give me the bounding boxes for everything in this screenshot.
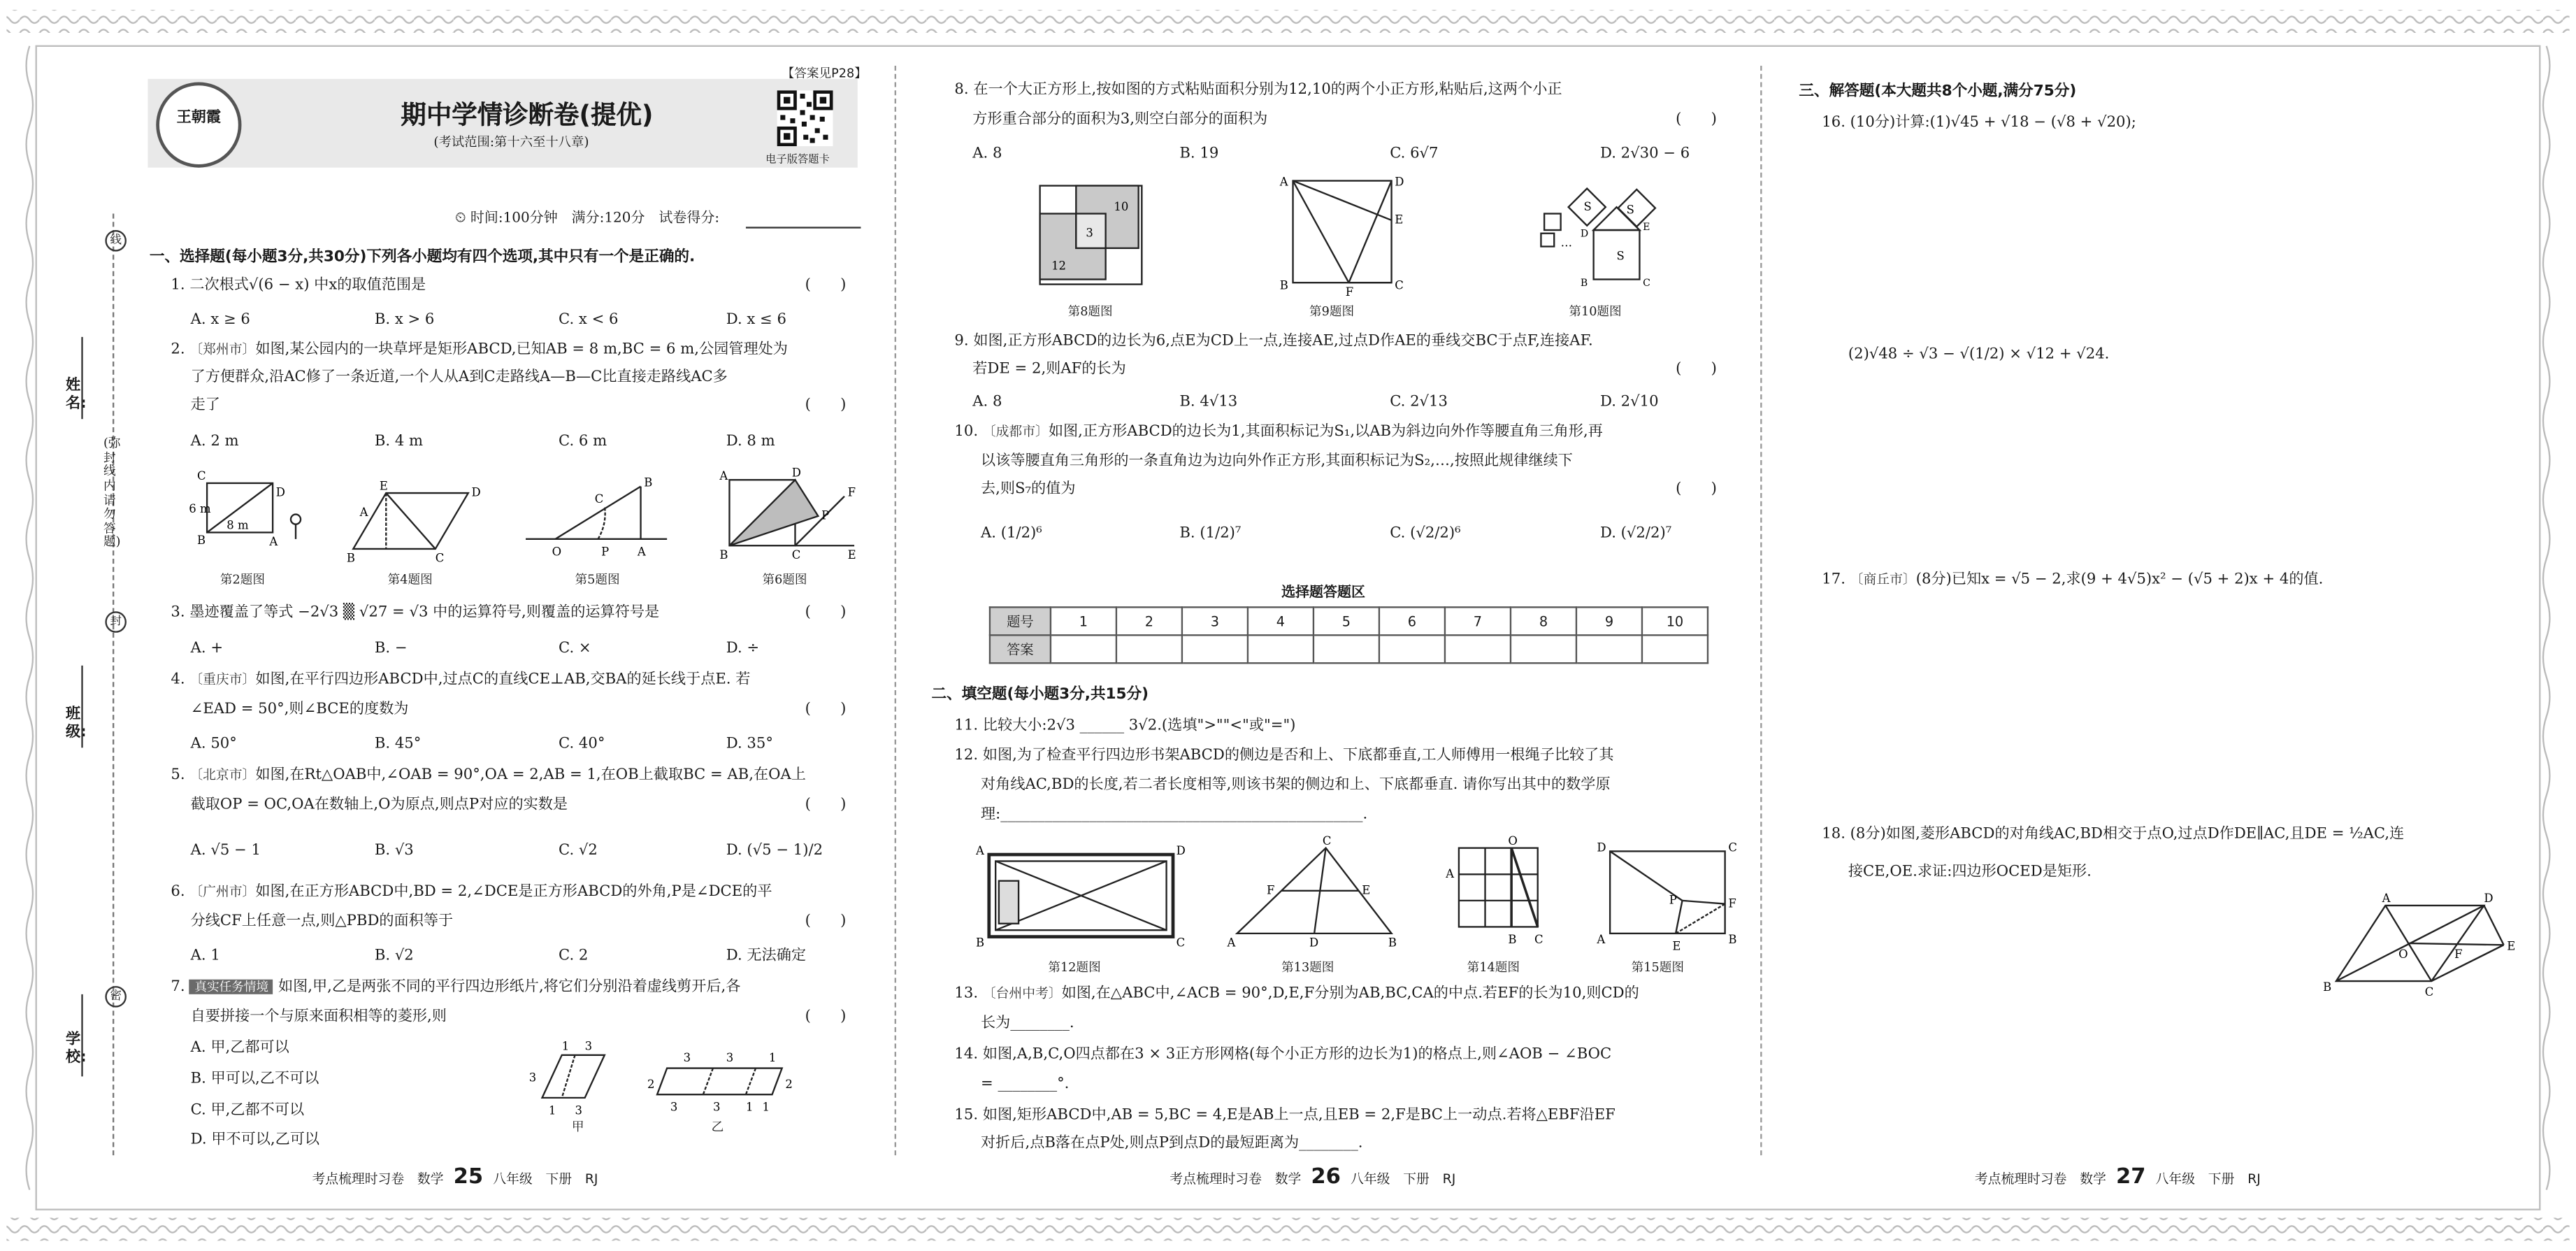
figure-q10 — [1528, 181, 1660, 293]
q12-line3: 理:_________________________________________________. — [981, 806, 1368, 824]
q10-line2: 以该等腰直角三角形的一条直角边为边向外作正方形,其面积标记为S₂,…,按照此规律继续下 — [981, 453, 1573, 471]
answer-cell[interactable] — [1182, 635, 1248, 663]
q4-blank[interactable]: ( ) — [805, 701, 847, 719]
svg-text:F: F — [2454, 948, 2463, 962]
q10-option-d[interactable]: D. (√2/2)⁷ — [1600, 526, 1672, 543]
svg-text:B: B — [1508, 932, 1517, 946]
q6-line1: 6. 〔广州市〕如图,在正方形ABCD中,BD = 2,∠DCE是正方形ABCD的外角,P是∠DCE的平 — [171, 884, 772, 901]
caption-fig4: 第4题图 — [387, 571, 433, 587]
q2-option-a[interactable]: A. 2 m — [190, 434, 239, 450]
caption-fig15: 第15题图 — [1631, 959, 1684, 975]
q6-option-a[interactable]: A. 1 — [190, 948, 220, 965]
svg-text:D: D — [471, 485, 481, 499]
answer-grid-num: 10 — [1642, 607, 1708, 635]
svg-text:E: E — [1643, 222, 1650, 234]
section-1-heading: 一、选择题(每小题3分,共30分)下列各小题均有四个选项,其中只有一个是正确的. — [149, 248, 696, 266]
svg-text:B: B — [1388, 936, 1397, 950]
q18-line1: 18. (8分)如图,菱形ABCD的对角线AC,BD相交于点O,过点D作DE∥AC,且DE = ½AC,连 — [1822, 827, 2405, 843]
q2-line3: 走了 — [190, 397, 220, 415]
q6-line2: 分线CF上任意一点,则△PBD的面积等于 — [190, 913, 454, 931]
figure-q6 — [717, 466, 865, 562]
answer-grid-header-row — [990, 607, 1708, 635]
caption-fig12: 第12题图 — [1048, 959, 1101, 975]
answer-cell[interactable] — [1051, 635, 1116, 663]
svg-text:10: 10 — [1114, 199, 1129, 213]
seal-char-3: 密 — [105, 986, 127, 1008]
svg-text:1: 1 — [745, 1100, 754, 1114]
svg-text:E: E — [1672, 939, 1681, 953]
caption-fig13: 第13题图 — [1281, 959, 1334, 975]
svg-text:B: B — [1279, 278, 1288, 292]
answer-cell[interactable] — [1379, 635, 1445, 663]
answer-cell[interactable] — [1642, 635, 1708, 663]
q10-blank[interactable]: ( ) — [1676, 481, 1717, 499]
q9-blank[interactable]: ( ) — [1676, 362, 1717, 378]
class-label: 班级: — [66, 706, 87, 741]
svg-text:E: E — [847, 548, 856, 562]
figure-q2 — [184, 466, 315, 562]
q3-option-c[interactable]: C. × — [559, 641, 591, 658]
q12-line1: 12. 如图,为了检查平行四边形书架ABCD的侧边是否和上、下底都垂直,工人师傅用一根绳子比较了其 — [954, 748, 1614, 764]
q10-option-a[interactable]: A. (1/2)⁶ — [981, 526, 1042, 543]
q9-option-b[interactable]: B. 4√13 — [1179, 394, 1238, 411]
svg-text:3: 3 — [670, 1100, 678, 1114]
svg-text:3: 3 — [528, 1071, 537, 1085]
svg-text:C: C — [1728, 841, 1737, 855]
q5-line1: 5. 〔北京市〕如图,在Rt△OAB中,∠OAB = 90°,OA = 2,AB = 1,在OB上截取BC = AB,在OA上 — [171, 767, 806, 785]
svg-text:A: A — [975, 844, 984, 858]
answer-grid-num: 1 — [1051, 607, 1116, 635]
q4-option-d[interactable]: D. 35° — [726, 736, 773, 753]
score-blank[interactable] — [746, 227, 861, 228]
q7-label-yi: 乙 — [711, 1119, 724, 1134]
q6-option-b[interactable]: B. √2 — [374, 948, 414, 965]
svg-text:S: S — [1583, 199, 1592, 213]
q4-option-c[interactable]: C. 40° — [559, 736, 605, 753]
q5-option-c[interactable]: C. √2 — [559, 843, 598, 860]
svg-text:3: 3 — [575, 1103, 583, 1117]
svg-text:O: O — [2398, 948, 2408, 962]
q9-option-c[interactable]: C. 2√13 — [1390, 394, 1448, 411]
q3-option-a[interactable]: A. + — [190, 641, 224, 658]
q8-option-a[interactable]: A. 8 — [972, 146, 1002, 163]
svg-text:P: P — [821, 508, 830, 522]
answer-grid-num: 9 — [1576, 607, 1642, 635]
svg-text:F: F — [1345, 285, 1354, 299]
svg-text:A: A — [1227, 936, 1236, 950]
svg-text:E: E — [379, 479, 388, 493]
q1-option-a[interactable]: A. x ≥ 6 — [190, 312, 250, 329]
svg-text:B: B — [1728, 932, 1737, 946]
q5-blank[interactable]: ( ) — [805, 796, 847, 814]
svg-text:…: … — [1560, 236, 1573, 250]
seal-char-2: 封 — [105, 611, 127, 633]
svg-text:A: A — [637, 545, 646, 559]
q15-line1: 15. 如图,矩形ABCD中,AB = 5,BC = 4,E是AB上一点,且EB = 2,F是BC上一动点.若将△EBF沿EF — [954, 1107, 1616, 1124]
footer-page26: 考点梳理时习卷 数学 26 八年级 下册 RJ — [1170, 1165, 1456, 1190]
figure-q18 — [2319, 892, 2517, 1001]
svg-text:D: D — [1395, 175, 1404, 189]
svg-text:3: 3 — [726, 1051, 734, 1065]
q7-label-jia: 甲 — [571, 1119, 584, 1134]
q8-blank[interactable]: ( ) — [1676, 111, 1717, 129]
svg-text:A: A — [1279, 175, 1288, 189]
q7-blank[interactable]: ( ) — [805, 1008, 847, 1026]
q2-option-b[interactable]: B. 4 m — [374, 434, 424, 450]
school-label: 学校: — [66, 1031, 87, 1066]
q16-answer-space[interactable] — [1822, 148, 2512, 329]
q13-line1: 13. 〔台州中考〕如图,在△ABC中,∠ACB = 90°,D,E,F分别为AB,BC,CA的中点.若EF的长为10,则CD的 — [954, 986, 1639, 1003]
svg-text:1: 1 — [762, 1100, 770, 1114]
q2-blank[interactable]: ( ) — [805, 397, 847, 415]
figure-q4 — [337, 477, 485, 562]
svg-text:P: P — [601, 545, 610, 559]
caption-fig9: 第9题图 — [1309, 303, 1355, 319]
answer-area-title: 选择题答题区 — [1281, 585, 1365, 602]
q10-option-b[interactable]: B. (1/2)⁷ — [1179, 526, 1242, 543]
svg-text:D: D — [275, 485, 286, 499]
svg-text:P: P — [1669, 893, 1677, 907]
q9-line1: 9. 如图,正方形ABCD的边长为6,点E为CD上一点,连接AE,过点D作AE的垂线交BC于点F,连接AF. — [954, 334, 1593, 350]
q18-line2: 接CE,OE.求证:四边形OCED是矩形. — [1848, 864, 2092, 881]
svg-text:3: 3 — [683, 1051, 691, 1065]
svg-text:8 m: 8 m — [226, 518, 249, 532]
svg-text:A: A — [2382, 892, 2391, 906]
q17: 17. 〔商丘市〕(8分)已知x = √5 − 2,求(9 + 4√5)x² − (√5 + 2)x + 4的值. — [1822, 571, 2324, 589]
answer-grid-label: 题号 — [990, 607, 1051, 635]
exam-meta: ⏲ 时间:100分钟 满分:120分 试卷得分: — [454, 210, 720, 227]
q16-2-answer-space[interactable] — [1822, 381, 2512, 554]
svg-text:1: 1 — [768, 1051, 777, 1065]
q5-line2: 截取OP = OC,OA在数轴上,O为原点,则点P对应的实数是 — [190, 796, 568, 814]
q7-line1: 7. 真实任务情境 如图,甲,乙是两张不同的平行四边形纸片,将它们分别沿着虚线剪开后,各 — [171, 979, 741, 996]
svg-text:2: 2 — [785, 1077, 793, 1091]
svg-text:C: C — [1395, 278, 1404, 292]
name-underline — [80, 337, 84, 1126]
q8-option-d[interactable]: D. 2√30 − 6 — [1600, 146, 1690, 163]
svg-text:C: C — [1322, 834, 1332, 848]
q2-line2: 了方便群众,沿AC修了一条近道,一个人从A到C走路线A—B—C比直接走路线AC多 — [190, 369, 728, 387]
q9-option-d[interactable]: D. 2√10 — [1600, 394, 1659, 411]
svg-text:D: D — [1309, 936, 1319, 950]
answer-grid-num: 8 — [1511, 607, 1576, 635]
seal-char-1: 线 — [105, 230, 127, 252]
answer-grid — [989, 606, 1708, 664]
q11: 11. 比较大小:2√3 ______ 3√2.(选填">""<"或"=") — [954, 718, 1296, 735]
svg-text:F: F — [1266, 883, 1275, 897]
q7-option-b[interactable]: B. 甲可以,乙不可以 — [190, 1071, 319, 1088]
svg-text:C: C — [1176, 936, 1186, 950]
q6-option-d[interactable]: D. 无法确定 — [726, 948, 807, 965]
q10-line1: 10. 〔成都市〕如图,正方形ABCD的边长为1,其面积标记为S₁,以AB为斜边向外作等腰直角三角形,再 — [954, 424, 1603, 441]
answer-cell[interactable] — [1248, 635, 1314, 663]
svg-text:S: S — [1626, 203, 1634, 217]
q13-line2: 长为________. — [981, 1015, 1074, 1032]
svg-text:A: A — [1597, 932, 1606, 946]
q15-line2: 对折后,点B落在点P处,则点P到点D的最短距离为________. — [981, 1135, 1363, 1152]
q7-option-a[interactable]: A. 甲,乙都可以 — [190, 1040, 289, 1057]
q10-line3: 去,则S₇的值为 — [981, 481, 1076, 499]
answer-cell[interactable] — [1314, 635, 1379, 663]
svg-text:1: 1 — [548, 1103, 556, 1117]
answer-cell[interactable] — [1511, 635, 1576, 663]
q1-blank[interactable]: ( ) — [805, 278, 847, 294]
svg-text:B: B — [197, 533, 206, 547]
figure-q5 — [522, 473, 670, 562]
caption-fig14: 第14题图 — [1467, 959, 1520, 975]
figure-q13 — [1224, 835, 1405, 950]
svg-text:3: 3 — [584, 1039, 593, 1053]
svg-text:A: A — [1446, 866, 1454, 880]
q3: 3. 墨迹覆盖了等式 −2√3 ▒ √27 = √3 中的运算符号,则覆盖的运算符号是 — [171, 604, 660, 622]
q8-option-c[interactable]: C. 6√7 — [1390, 146, 1439, 163]
answer-grid-num: 4 — [1248, 607, 1314, 635]
q16-part2: (2)√48 ÷ √3 − √(1/2) × √12 + √24. — [1848, 346, 2110, 364]
caption-fig5: 第5题图 — [575, 571, 620, 587]
exam-range: (考试范围:第十六至十八章) — [433, 134, 589, 150]
svg-text:O: O — [1508, 834, 1518, 848]
figure-q15 — [1594, 838, 1742, 954]
q14-line2: = ________°. — [981, 1076, 1070, 1093]
q2-line1: 2. 〔郑州市〕如图,某公园内的一块草坪是矩形ABCD,已知AB = 8 m,BC = 6 m,公园管理处为 — [171, 341, 788, 359]
answer-cell[interactable] — [1445, 635, 1511, 663]
q5-option-a[interactable]: A. √5 − 1 — [190, 843, 261, 860]
svg-text:C: C — [1534, 932, 1544, 946]
svg-text:F: F — [1728, 896, 1736, 910]
q10-option-c[interactable]: C. (√2/2)⁶ — [1390, 526, 1461, 543]
figure-q14 — [1446, 835, 1548, 950]
svg-text:B: B — [975, 936, 985, 950]
caption-fig10: 第10题图 — [1569, 303, 1622, 319]
q9-option-a[interactable]: A. 8 — [972, 394, 1002, 411]
svg-text:C: C — [2424, 985, 2434, 999]
svg-text:3: 3 — [1086, 226, 1093, 240]
q4-line1: 4. 〔重庆市〕如图,在平行四边形ABCD中,过点C的直线CE⊥AB,交BA的延长线于点E. 若 — [171, 672, 751, 689]
svg-text:B: B — [346, 551, 355, 562]
q7-line2: 自要拼接一个与原来面积相等的菱形,则 — [190, 1008, 447, 1026]
svg-text:C: C — [594, 492, 604, 506]
svg-text:B: B — [719, 548, 728, 562]
q3-option-b[interactable]: B. − — [374, 641, 408, 658]
name-label: 姓名: — [66, 378, 87, 413]
footer-page25: 考点梳理时习卷 数学 25 八年级 下册 RJ — [312, 1165, 598, 1190]
q4-option-b[interactable]: B. 45° — [374, 736, 422, 753]
q12-line2: 对角线AC,BD的长度,若二者长度相等,则该书架的侧边和上、下底都垂直. 请你写出其中的数学原 — [981, 777, 1611, 794]
qr-code-icon[interactable] — [777, 90, 833, 146]
svg-text:D: D — [1176, 844, 1186, 858]
q6-blank[interactable]: ( ) — [805, 913, 847, 931]
svg-text:C: C — [1643, 277, 1650, 289]
publisher-logo: 王朝霞 — [156, 83, 241, 168]
svg-text:C: C — [197, 469, 206, 483]
svg-text:A: A — [719, 469, 728, 483]
svg-text:C: C — [791, 548, 801, 562]
svg-text:D: D — [791, 466, 801, 480]
q1: 1. 二次根式√(6 − x) 中x的取值范围是 — [171, 278, 426, 294]
task-tag: 真实任务情境 — [189, 980, 273, 995]
q4-option-a[interactable]: A. 50° — [190, 736, 237, 753]
q17-answer-space[interactable] — [1822, 608, 2512, 806]
svg-text:3: 3 — [712, 1100, 721, 1114]
figure-q8 — [1035, 181, 1151, 289]
q5-option-d[interactable]: D. (√5 − 1)/2 — [726, 843, 823, 860]
answer-grid-answer-row — [990, 635, 1708, 663]
q5-option-b[interactable]: B. √3 — [374, 843, 414, 860]
section-2-heading: 二、填空题(每小题3分,共15分) — [931, 685, 1149, 703]
caption-fig2: 第2题图 — [220, 571, 266, 587]
page-title: 期中学情诊断卷(提优) — [401, 100, 654, 130]
answer-grid-num: 7 — [1445, 607, 1511, 635]
svg-text:O: O — [552, 545, 562, 559]
svg-text:D: D — [1597, 841, 1606, 855]
svg-text:S: S — [1616, 249, 1625, 263]
section-3-heading: 三、解答题(本大题共8个小题,满分75分) — [1799, 82, 2077, 101]
svg-text:B: B — [1580, 277, 1588, 289]
figure-q9 — [1273, 171, 1404, 299]
figure-q7 — [529, 1032, 809, 1131]
q8-option-b[interactable]: B. 19 — [1179, 146, 1219, 163]
svg-text:A: A — [269, 535, 278, 549]
svg-text:6 m: 6 m — [189, 502, 211, 516]
svg-text:E: E — [2507, 939, 2516, 953]
answer-cell[interactable] — [1576, 635, 1642, 663]
q14-line1: 14. 如图,A,B,C,O四点都在3 × 3正方形网格(每个小正方形的边长为1)的格点上,则∠AOB − ∠BOC — [954, 1047, 1612, 1064]
q8-line2: 方形重合部分的面积为3,则空白部分的面积为 — [972, 111, 1268, 129]
qr-label: 电子版答题卡 — [765, 152, 830, 166]
q9-line2: 若DE = 2,则AF的长为 — [972, 362, 1126, 378]
q16-part1: 16. (10分)计算:(1)√45 + √18 − (√8 + √20); — [1822, 115, 2136, 132]
q6-option-c[interactable]: C. 2 — [559, 948, 589, 965]
svg-text:E: E — [1395, 213, 1404, 227]
q7-option-c[interactable]: C. 甲,乙都不可以 — [190, 1102, 305, 1120]
figure-q12 — [976, 841, 1190, 950]
answer-grid-num: 3 — [1182, 607, 1248, 635]
answer-grid-num: 6 — [1379, 607, 1445, 635]
svg-text:D: D — [1580, 228, 1589, 240]
svg-text:1: 1 — [561, 1039, 570, 1053]
footer-page27: 考点梳理时习卷 数学 27 八年级 下册 RJ — [1974, 1165, 2261, 1190]
svg-text:D: D — [2484, 892, 2494, 906]
caption-fig8: 第8题图 — [1067, 303, 1113, 319]
answer-grid-num: 5 — [1314, 607, 1379, 635]
q3-option-d[interactable]: D. ÷ — [726, 641, 760, 658]
q7-option-d[interactable]: D. 甲不可以,乙可以 — [190, 1132, 320, 1149]
svg-text:2: 2 — [647, 1077, 655, 1091]
svg-text:E: E — [1362, 883, 1371, 897]
svg-text:F: F — [847, 485, 856, 499]
q2-option-c[interactable]: C. 6 m — [559, 434, 607, 450]
answer-cell[interactable] — [1116, 635, 1182, 663]
caption-fig6: 第6题图 — [762, 571, 807, 587]
svg-text:12: 12 — [1051, 259, 1067, 273]
svg-text:B: B — [644, 476, 653, 489]
q1-option-b[interactable]: B. x > 6 — [374, 312, 435, 329]
svg-text:A: A — [359, 505, 368, 519]
q1-option-c[interactable]: C. x < 6 — [559, 312, 619, 329]
answer-grid-num: 2 — [1116, 607, 1182, 635]
q1-option-d[interactable]: D. x ≤ 6 — [726, 312, 786, 329]
svg-text:B: B — [2323, 980, 2332, 994]
q8-line1: 8. 在一个大正方形上,按如图的方式粘贴面积分别为12,10的两个小正方形,粘贴后,这两个小正 — [954, 82, 1562, 99]
seal-line-note: (弥封线内请勿答题) — [103, 435, 121, 550]
q2-option-d[interactable]: D. 8 m — [726, 434, 775, 450]
q3-blank[interactable]: ( ) — [805, 604, 847, 622]
answer-grid-answer-label: 答案 — [990, 635, 1051, 663]
svg-text:C: C — [435, 551, 445, 562]
q4-line2: ∠EAD = 50°,则∠BCE的度数为 — [190, 701, 409, 719]
answer-ref: 【答案见P28】 — [782, 66, 867, 81]
